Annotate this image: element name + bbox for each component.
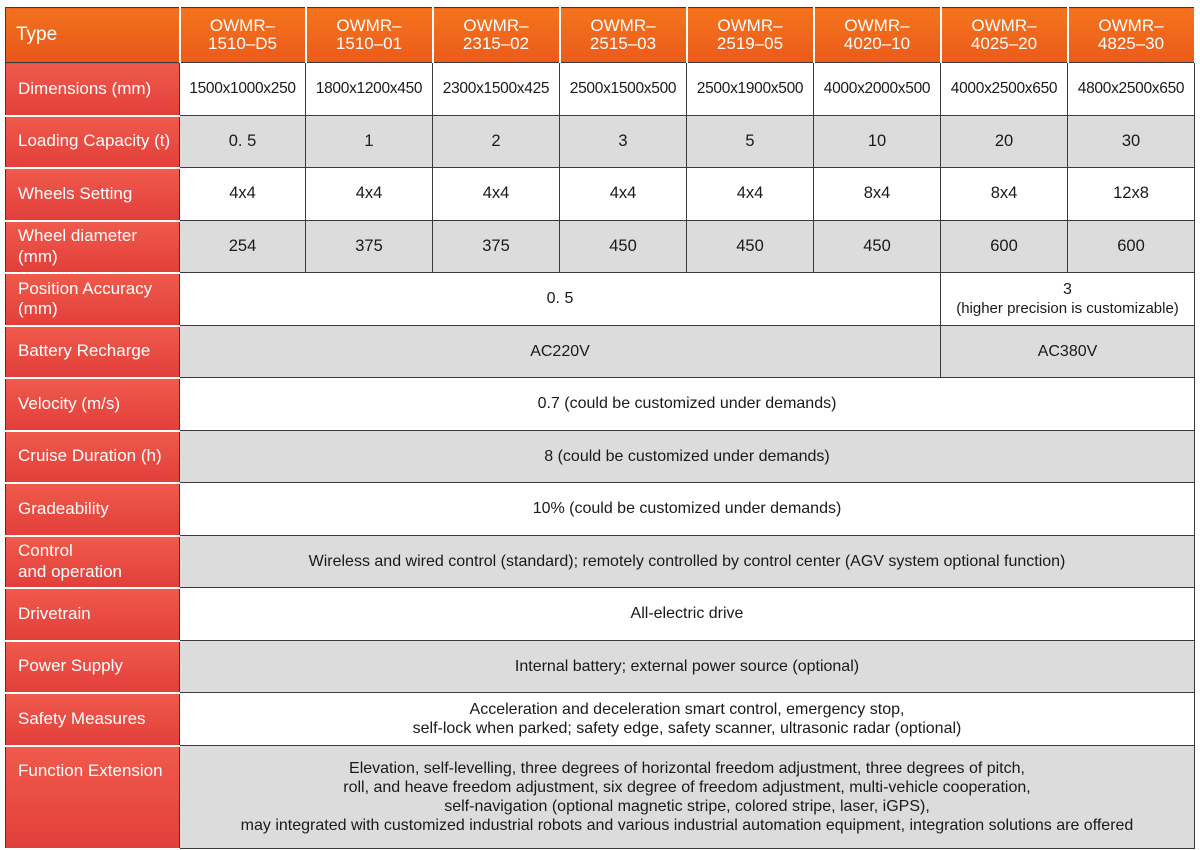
dimension-cell: 4000x2000x500	[814, 63, 941, 116]
function-extension-row	[6, 746, 1195, 849]
row-label: Safety Measures	[6, 693, 180, 746]
type-header: Type	[6, 8, 180, 63]
wheels-cell: 12x8	[1068, 168, 1195, 221]
accuracy-value-a: 0. 5	[180, 273, 941, 326]
diameter-cell: 600	[941, 221, 1068, 273]
header-row	[6, 8, 1195, 63]
safety-value: Acceleration and deceleration smart control, emergency stop, self-lock when parked; safety edge, safety scanner, ultrasonic radar (optional)	[180, 693, 1195, 746]
diameter-cell: 450	[560, 221, 687, 273]
row-label: Power Supply	[6, 641, 180, 693]
wheels-cell: 4x4	[306, 168, 433, 221]
model-header: OWMR– 2315–02	[433, 8, 560, 63]
row-label: Control and operation	[6, 536, 180, 588]
dimension-cell: 2500x1900x500	[687, 63, 814, 116]
drivetrain-row	[6, 588, 1195, 641]
wheels-cell: 4x4	[560, 168, 687, 221]
diameter-cell: 375	[433, 221, 560, 273]
dimension-cell: 2500x1500x500	[560, 63, 687, 116]
wheels-cell: 4x4	[180, 168, 306, 221]
model-header: OWMR– 4825–30	[1068, 8, 1195, 63]
velocity-row	[6, 378, 1195, 431]
diameter-cell: 375	[306, 221, 433, 273]
model-header: OWMR– 1510–01	[306, 8, 433, 63]
power-value: Internal battery; external power source (optional)	[180, 641, 1195, 693]
wheel-diameter-row	[6, 221, 1195, 273]
loading-cell: 10	[814, 116, 941, 168]
row-label: Wheel diameter (mm)	[6, 221, 180, 273]
gradeability-value: 10% (could be customized under demands)	[180, 483, 1195, 536]
loading-cell: 3	[560, 116, 687, 168]
loading-capacity-row	[6, 116, 1195, 168]
dimension-cell: 1500x1000x250	[180, 63, 306, 116]
loading-cell: 30	[1068, 116, 1195, 168]
cruise-duration-row	[6, 431, 1195, 483]
diameter-cell: 450	[814, 221, 941, 273]
loading-cell: 2	[433, 116, 560, 168]
model-header: OWMR– 4020–10	[814, 8, 941, 63]
dimension-cell: 4000x2500x650	[941, 63, 1068, 116]
wheels-cell: 4x4	[687, 168, 814, 221]
accuracy-value-b: 3 (higher precision is customizable)	[941, 273, 1195, 326]
model-header: OWMR– 2519–05	[687, 8, 814, 63]
dimension-cell: 4800x2500x650	[1068, 63, 1195, 116]
row-label: Gradeability	[6, 483, 180, 536]
cruise-value: 8 (could be customized under demands)	[180, 431, 1195, 483]
row-label: Cruise Duration (h)	[6, 431, 180, 483]
power-supply-row	[6, 641, 1195, 693]
row-label: Loading Capacity (t)	[6, 116, 180, 168]
model-header: OWMR– 2515–03	[560, 8, 687, 63]
row-label: Wheels Setting	[6, 168, 180, 221]
gradeability-row	[6, 483, 1195, 536]
row-label: Position Accuracy (mm)	[6, 273, 180, 326]
wheels-cell: 8x4	[814, 168, 941, 221]
model-header: OWMR– 1510–D5	[180, 8, 306, 63]
dimensions-row	[6, 63, 1195, 116]
function-value: Elevation, self-levelling, three degrees of horizontal freedom adjustment, three degrees of pitch, roll, and heave freedom adjustment, six degree of freedom adjustment, multi-vehicle cooperation, self-navigation (optional magnetic stripe, colored stripe, laser, iGPS), may integrated with customized industrial robots and various industrial automation equipment, integration solutions are offered	[180, 746, 1195, 849]
control-operation-row	[6, 536, 1195, 588]
safety-measures-row	[6, 693, 1195, 746]
battery-recharge-row	[6, 326, 1195, 378]
drivetrain-value: All-electric drive	[180, 588, 1195, 641]
velocity-value: 0.7 (could be customized under demands)	[180, 378, 1195, 431]
spec-table	[5, 7, 1196, 850]
row-label: Velocity (m/s)	[6, 378, 180, 431]
row-label: Battery Recharge	[6, 326, 180, 378]
control-value: Wireless and wired control (standard); remotely controlled by control center (AGV system optional function)	[180, 536, 1195, 588]
model-header: OWMR– 4025–20	[941, 8, 1068, 63]
loading-cell: 1	[306, 116, 433, 168]
diameter-cell: 600	[1068, 221, 1195, 273]
row-label: Dimensions (mm)	[6, 63, 180, 116]
loading-cell: 5	[687, 116, 814, 168]
dimension-cell: 1800x1200x450	[306, 63, 433, 116]
row-label: Function Extension	[6, 746, 180, 849]
dimension-cell: 2300x1500x425	[433, 63, 560, 116]
wheels-setting-row	[6, 168, 1195, 221]
battery-value-a: AC220V	[180, 326, 941, 378]
row-label: Drivetrain	[6, 588, 180, 641]
battery-value-b: AC380V	[941, 326, 1195, 378]
wheels-cell: 4x4	[433, 168, 560, 221]
diameter-cell: 450	[687, 221, 814, 273]
position-accuracy-row	[6, 273, 1195, 326]
loading-cell: 20	[941, 116, 1068, 168]
loading-cell: 0. 5	[180, 116, 306, 168]
diameter-cell: 254	[180, 221, 306, 273]
wheels-cell: 8x4	[941, 168, 1068, 221]
